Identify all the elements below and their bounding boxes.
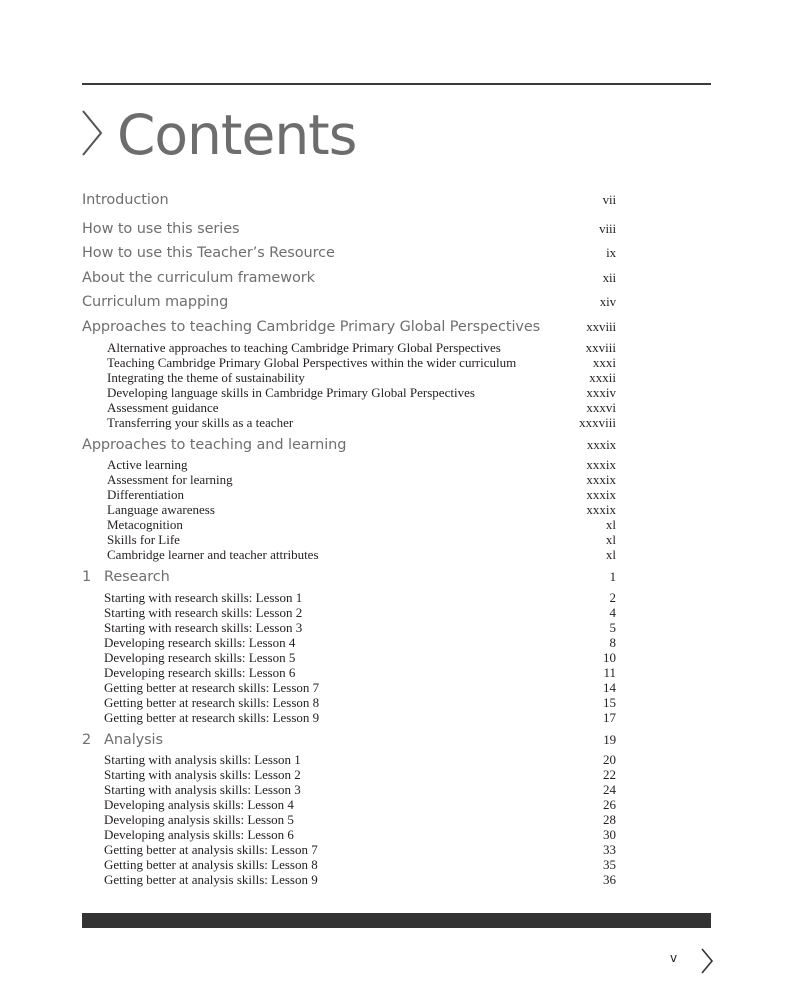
toc-entry-page: 1 [609, 569, 616, 585]
toc-subentry-page: xxxvi [586, 399, 616, 415]
toc-entry-title: Introduction [82, 192, 169, 208]
toc-subentry-page: xxxix [586, 502, 616, 518]
toc-subentry-page: xxxviii [579, 414, 616, 430]
toc-lesson[interactable] [82, 620, 616, 635]
toc-subentry[interactable] [82, 370, 616, 385]
chapter-title: Research [104, 569, 170, 586]
toc-entry-page: xxxix [586, 436, 616, 452]
next-page-chevron-icon[interactable] [700, 948, 714, 974]
toc-subentry[interactable] [82, 457, 616, 472]
toc-lesson-title: Getting better at research skills: Lesson 7 [104, 679, 320, 695]
toc-lesson[interactable] [82, 827, 616, 842]
toc-lesson-page: 24 [603, 782, 616, 798]
toc-subentry-title: Assessment for learning [107, 472, 233, 488]
toc-lesson-page: 33 [603, 842, 616, 858]
toc-lesson-title: Developing research skills: Lesson 5 [104, 649, 296, 665]
toc-lesson-page: 26 [603, 797, 616, 813]
toc-lesson-page: 10 [603, 649, 616, 665]
toc-entry-page: xxviii [586, 318, 616, 334]
toc-chapter-analysis[interactable] [82, 728, 616, 753]
toc-entry-page: ix [606, 245, 616, 261]
toc-lesson-title: Starting with analysis skills: Lesson 2 [104, 767, 301, 783]
toc-lesson[interactable] [82, 590, 616, 605]
page-title: Contents [117, 103, 357, 167]
toc-subentry-title: Metacognition [107, 517, 183, 533]
toc-lesson[interactable] [82, 650, 616, 665]
toc-lesson-page: 30 [603, 827, 616, 843]
toc-lesson-page: 17 [603, 709, 616, 725]
toc-subentry[interactable] [82, 340, 616, 355]
toc-lesson-page: 15 [603, 694, 616, 710]
toc-lesson[interactable] [82, 767, 616, 782]
top-rule [82, 83, 711, 85]
toc-lesson[interactable] [82, 752, 616, 767]
toc-subentry[interactable] [82, 517, 616, 532]
toc-subentry-title: Differentiation [107, 487, 185, 503]
chapter-number: 2 [82, 731, 92, 748]
toc-subentry-page: xxviii [585, 339, 616, 355]
toc-subentry[interactable] [82, 547, 616, 562]
toc-lesson-page: 36 [603, 872, 616, 888]
toc-lesson-title: Getting better at research skills: Lesson 9 [104, 709, 320, 725]
toc-lesson-page: 28 [603, 812, 616, 828]
toc-lesson[interactable] [82, 605, 616, 620]
toc-lesson-title: Getting better at research skills: Lesson 8 [104, 694, 320, 710]
toc-lesson-page: 2 [609, 589, 616, 605]
toc-subentry-title: Integrating the theme of sustainability [107, 369, 305, 385]
toc-entry-title: Curriculum mapping [82, 294, 229, 311]
toc-lesson[interactable] [82, 872, 616, 887]
toc-lesson-title: Developing research skills: Lesson 6 [104, 664, 296, 680]
toc-lesson-page: 20 [603, 752, 616, 768]
toc-subentry-title: Transferring your skills as a teacher [107, 414, 294, 430]
toc-lesson-title: Starting with analysis skills: Lesson 1 [104, 752, 301, 768]
table-of-contents [82, 188, 616, 887]
bottom-bar [82, 913, 711, 928]
toc-lesson-title: Developing research skills: Lesson 4 [104, 634, 296, 650]
toc-lesson[interactable] [82, 812, 616, 827]
toc-subentry-title: Developing language skills in Cambridge Primary Global Perspectives [107, 384, 475, 400]
toc-subentry[interactable] [82, 472, 616, 487]
toc-subentry-page: xl [605, 532, 616, 548]
toc-lesson[interactable] [82, 842, 616, 857]
toc-entry-approaches-teaching-learning[interactable] [82, 433, 616, 458]
toc-chapter-research[interactable] [82, 565, 616, 590]
toc-lesson-title: Starting with research skills: Lesson 3 [104, 619, 303, 635]
toc-subentry-page: xxxix [586, 472, 616, 488]
toc-subentry-title: Language awareness [107, 502, 215, 518]
toc-lesson[interactable] [82, 680, 616, 695]
toc-lesson-page: 22 [603, 767, 616, 783]
toc-lesson-page: 35 [603, 857, 616, 873]
toc-entry-title: Approaches to teaching Cambridge Primary Global Perspectives [82, 318, 541, 335]
toc-lesson-title: Starting with analysis skills: Lesson 3 [104, 782, 301, 798]
page-number: v [670, 951, 678, 965]
toc-subentry-title: Cambridge learner and teacher attributes [107, 547, 319, 563]
toc-entry-title: How to use this Teacher’s Resource [82, 245, 335, 262]
toc-subentry-title: Active learning [107, 457, 188, 473]
toc-subentry[interactable] [82, 385, 616, 400]
toc-entry-curriculum-framework[interactable] [82, 266, 616, 291]
toc-entry-page: xiv [599, 294, 616, 310]
chapter-title: Analysis [104, 731, 163, 748]
toc-entry-how-to-use-resource[interactable] [82, 241, 616, 266]
toc-subentry[interactable] [82, 355, 616, 370]
toc-subentry-title: Assessment guidance [107, 399, 219, 415]
toc-subentry-page: xxxix [586, 487, 616, 503]
toc-subentry-title: Teaching Cambridge Primary Global Perspectives within the wider curriculum [107, 354, 517, 370]
toc-lesson-title: Getting better at analysis skills: Lesson 9 [104, 872, 318, 888]
toc-subentry[interactable] [82, 415, 616, 430]
toc-lesson-title: Getting better at analysis skills: Lesson 7 [104, 842, 318, 858]
toc-lesson-title: Getting better at analysis skills: Lesson 8 [104, 857, 318, 873]
toc-entry-page: viii [599, 220, 616, 236]
toc-entry-approaches-global-perspectives[interactable] [82, 315, 616, 340]
toc-entry-page: 19 [603, 731, 616, 747]
toc-subentry-page: xl [605, 517, 616, 533]
toc-lesson-title: Developing analysis skills: Lesson 5 [104, 812, 294, 828]
toc-lesson[interactable] [82, 635, 616, 650]
toc-subentry[interactable] [82, 502, 616, 517]
toc-lesson[interactable] [82, 695, 616, 710]
toc-lesson-page: 11 [603, 664, 616, 680]
toc-lesson-title: Developing analysis skills: Lesson 4 [104, 797, 294, 813]
toc-entry-page: xii [602, 269, 616, 285]
toc-entry-title: How to use this series [82, 220, 240, 237]
toc-entry-title: Approaches to teaching and learning [82, 436, 347, 453]
toc-entry-page: vii [602, 192, 616, 207]
toc-lesson-title: Starting with research skills: Lesson 1 [104, 589, 303, 605]
toc-subentry-page: xxxi [592, 354, 616, 370]
toc-subentry-title: Skills for Life [107, 532, 180, 548]
toc-lesson[interactable] [82, 857, 616, 872]
toc-subentry-page: xxxii [589, 369, 616, 385]
toc-entry-title: About the curriculum framework [82, 269, 315, 286]
chevron-right-icon [80, 109, 104, 157]
toc-subentry-page: xxxiv [586, 384, 616, 400]
toc-subentry[interactable] [82, 400, 616, 415]
toc-lesson-page: 14 [603, 679, 616, 695]
toc-subentry-page: xxxix [586, 457, 616, 473]
toc-lesson[interactable] [82, 665, 616, 680]
toc-lesson-page: 4 [609, 604, 616, 620]
toc-lesson[interactable] [82, 797, 616, 812]
chapter-number: 1 [82, 569, 92, 586]
toc-lesson-title: Starting with research skills: Lesson 2 [104, 604, 303, 620]
toc-entry-how-to-use-series[interactable] [82, 217, 616, 242]
toc-lesson-title: Developing analysis skills: Lesson 6 [104, 827, 294, 843]
toc-lesson-page: 5 [609, 619, 616, 635]
toc-lesson-page: 8 [609, 634, 616, 650]
toc-entry-introduction[interactable] [82, 188, 616, 213]
toc-subentry-page: xl [605, 547, 616, 563]
toc-subentry[interactable] [82, 487, 616, 502]
toc-lesson[interactable] [82, 710, 616, 725]
toc-subentry-title: Alternative approaches to teaching Cambridge Primary Global Perspectives [107, 339, 501, 355]
toc-subentry[interactable] [82, 532, 616, 547]
toc-lesson[interactable] [82, 782, 616, 797]
toc-entry-curriculum-mapping[interactable] [82, 290, 616, 315]
